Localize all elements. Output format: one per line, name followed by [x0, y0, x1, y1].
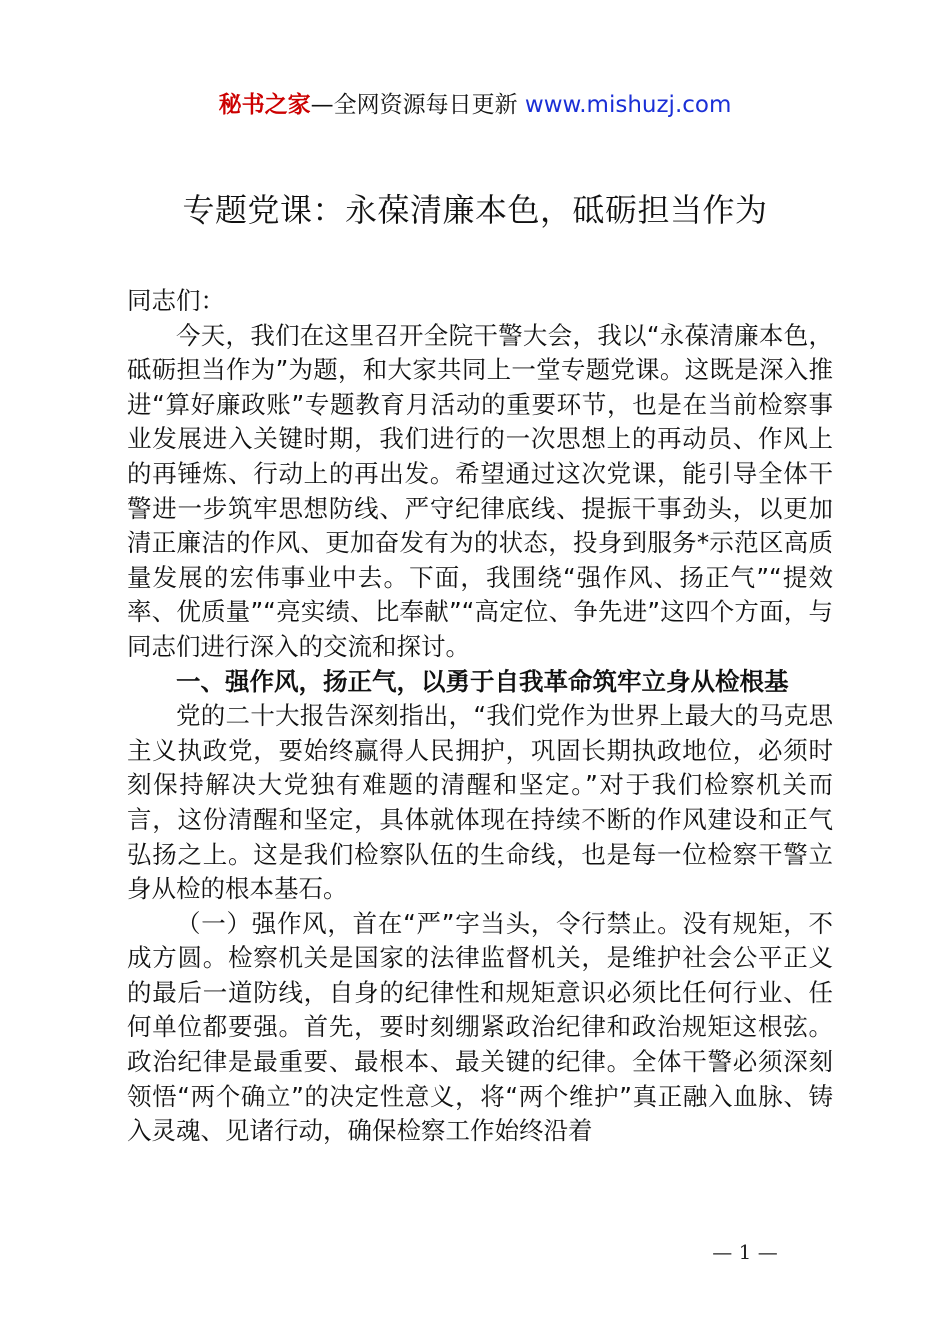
- page-number: — 1 —: [712, 1240, 778, 1264]
- section-heading-1: 一、强作风，扬正气，以勇于自我革命筑牢立身从检根基: [176, 666, 789, 696]
- document-title: 专题党课：永葆清廉本色，砥砺担当作为: [182, 191, 768, 229]
- intro-paragraph: 今天，我们在这里召开全院干警大会，我以“永葆清廉本色，砥砺担当作为”为题，和大家共同上一堂专题党课。这既是深入推进“算好廉政账”专题教育月活动的重要环节，也是在当前检察事业发展进入关键时期，我们进行的一次思想上的再动员、作风上的再锤炼、行动上的再出发。希望通过这次党课，能引导全体干警进一步筑牢思想防线、严守纪律底线、提振干事劲头，以更加清正廉洁的作风、更加奋发有为的状态，投身到服务*示范区高质量发展的宏伟事业中去。下面，我围绕“强作风、扬正气”“提效率、优质量”“亮实绩、比奉献”“高定位、争先进”这四个方面，与同志们进行深入的交流和探讨。: [127, 320, 833, 661]
- body-paragraph: 党的二十大报告深刻指出，“我们党作为世界上最大的马克思主义执政党，要始终赢得人民拥护，巩固长期执政地位，必须时刻保持解决大党独有难题的清醒和坚定。”对于我们检察机关而言，这份清醒和坚定，具体就体现在持续不断的作风建设和正气弘扬之上。这是我们检察队伍的生命线，也是每一位检察干警立身从检的根本基石。: [127, 701, 833, 904]
- site-url-link[interactable]: www.mishuzj.com: [524, 92, 732, 118]
- document-body: [127, 284, 833, 1149]
- brand-name: 秘书之家: [218, 92, 311, 118]
- site-slogan: —全网资源每日更新: [310, 92, 525, 118]
- body-paragraph: （一）强作风，首在“严”字当头，令行禁止。没有规矩，不成方圆。检察机关是国家的法律监督机关，是维护社会公平正义的最后一道防线，自身的纪律性和规矩意识必须比任何行业、任何单位都要强。首先，要时刻绷紧政治纪律和政治规矩这根弦。政治纪律是最重要、最根本、最关键的纪律。全体干警必须深刻领悟“两个确立”的决定性意义，将“两个维护”真正融入血脉、铸入灵魂、见诸行动，确保检察工作始终沿着: [127, 908, 833, 1146]
- salutation: 同志们：: [127, 286, 225, 315]
- site-header: [0, 88, 950, 122]
